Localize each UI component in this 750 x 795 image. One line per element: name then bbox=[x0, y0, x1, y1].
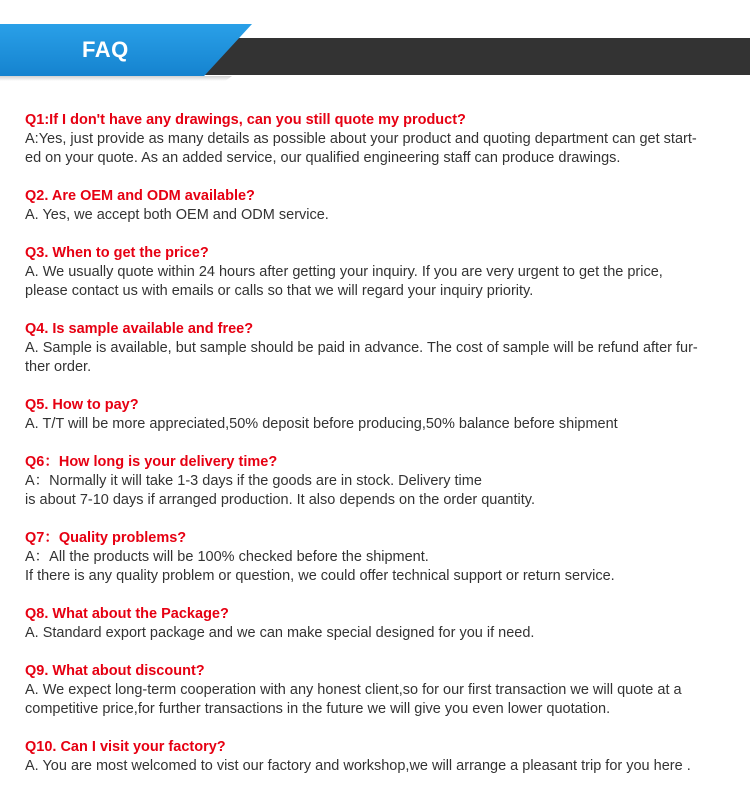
faq-item bbox=[25, 738, 730, 776]
faq-question: Q5. How to pay? bbox=[25, 397, 139, 413]
faq-banner bbox=[0, 0, 750, 90]
faq-question: Q10. Can I visit your factory? bbox=[25, 739, 226, 755]
faq-question: Q4. Is sample available and free? bbox=[25, 321, 254, 337]
faq-item bbox=[25, 187, 730, 225]
faq-item bbox=[25, 529, 730, 586]
faq-answer-line: is about 7-10 days if arranged production. It also depends on the order quantity. bbox=[25, 492, 535, 508]
faq-answer-line: A. T/T will be more appreciated,50% deposit before producing,50% balance before shipment bbox=[25, 416, 618, 432]
faq-item bbox=[25, 111, 730, 168]
banner-shadow bbox=[0, 76, 232, 81]
page-title: FAQ bbox=[82, 37, 129, 62]
faq-item bbox=[25, 453, 730, 510]
faq-item bbox=[25, 396, 730, 434]
faq-question: Q1:If I don't have any drawings, can you still quote my product? bbox=[25, 112, 466, 128]
faq-answer-line: competitive price,for further transactions in the future we will give you even lower quotation. bbox=[25, 701, 611, 717]
faq-question: Q7：Quality problems? bbox=[25, 530, 187, 546]
faq-answer-line: A:Yes, just provide as many details as possible about your product and quoting department can get start- bbox=[25, 131, 697, 147]
faq-answer-line: please contact us with emails or calls so that we will regard your inquiry priority. bbox=[25, 283, 534, 299]
faq-question: Q2. Are OEM and ODM available? bbox=[25, 188, 255, 204]
faq-answer-line: A. Standard export package and we can make special designed for you if need. bbox=[25, 625, 535, 641]
faq-list bbox=[25, 111, 730, 795]
faq-answer-line: A：Normally it will take 1-3 days if the goods are in stock. Delivery time bbox=[25, 473, 482, 489]
faq-answer-line: ed on your quote. As an added service, our qualified engineering staff can produce drawings. bbox=[25, 150, 621, 166]
faq-item bbox=[25, 320, 730, 377]
faq-answer-line: A. We expect long-term cooperation with any honest client,so for our first transaction we will quote at a bbox=[25, 682, 682, 698]
faq-item bbox=[25, 662, 730, 719]
faq-item bbox=[25, 605, 730, 643]
faq-answer-line: A. We usually quote within 24 hours after getting your inquiry. If you are very urgent to get the price, bbox=[25, 264, 663, 280]
faq-question: Q8. What about the Package? bbox=[25, 606, 229, 622]
faq-answer-line: A. Sample is available, but sample should be paid in advance. The cost of sample will be refund after fur- bbox=[25, 340, 698, 356]
faq-question: Q6：How long is your delivery time? bbox=[25, 454, 278, 470]
faq-answer-line: A. Yes, we accept both OEM and ODM service. bbox=[25, 207, 329, 223]
faq-question: Q9. What about discount? bbox=[25, 663, 205, 679]
faq-question: Q3. When to get the price? bbox=[25, 245, 209, 261]
faq-answer-line: A：All the products will be 100% checked before the shipment. bbox=[25, 549, 429, 565]
faq-answer-line: A. You are most welcomed to vist our factory and workshop,we will arrange a pleasant trip for you here . bbox=[25, 758, 691, 774]
faq-answer-line: If there is any quality problem or question, we could offer technical support or return service. bbox=[25, 568, 615, 584]
faq-answer-line: ther order. bbox=[25, 359, 92, 375]
faq-item bbox=[25, 244, 730, 301]
